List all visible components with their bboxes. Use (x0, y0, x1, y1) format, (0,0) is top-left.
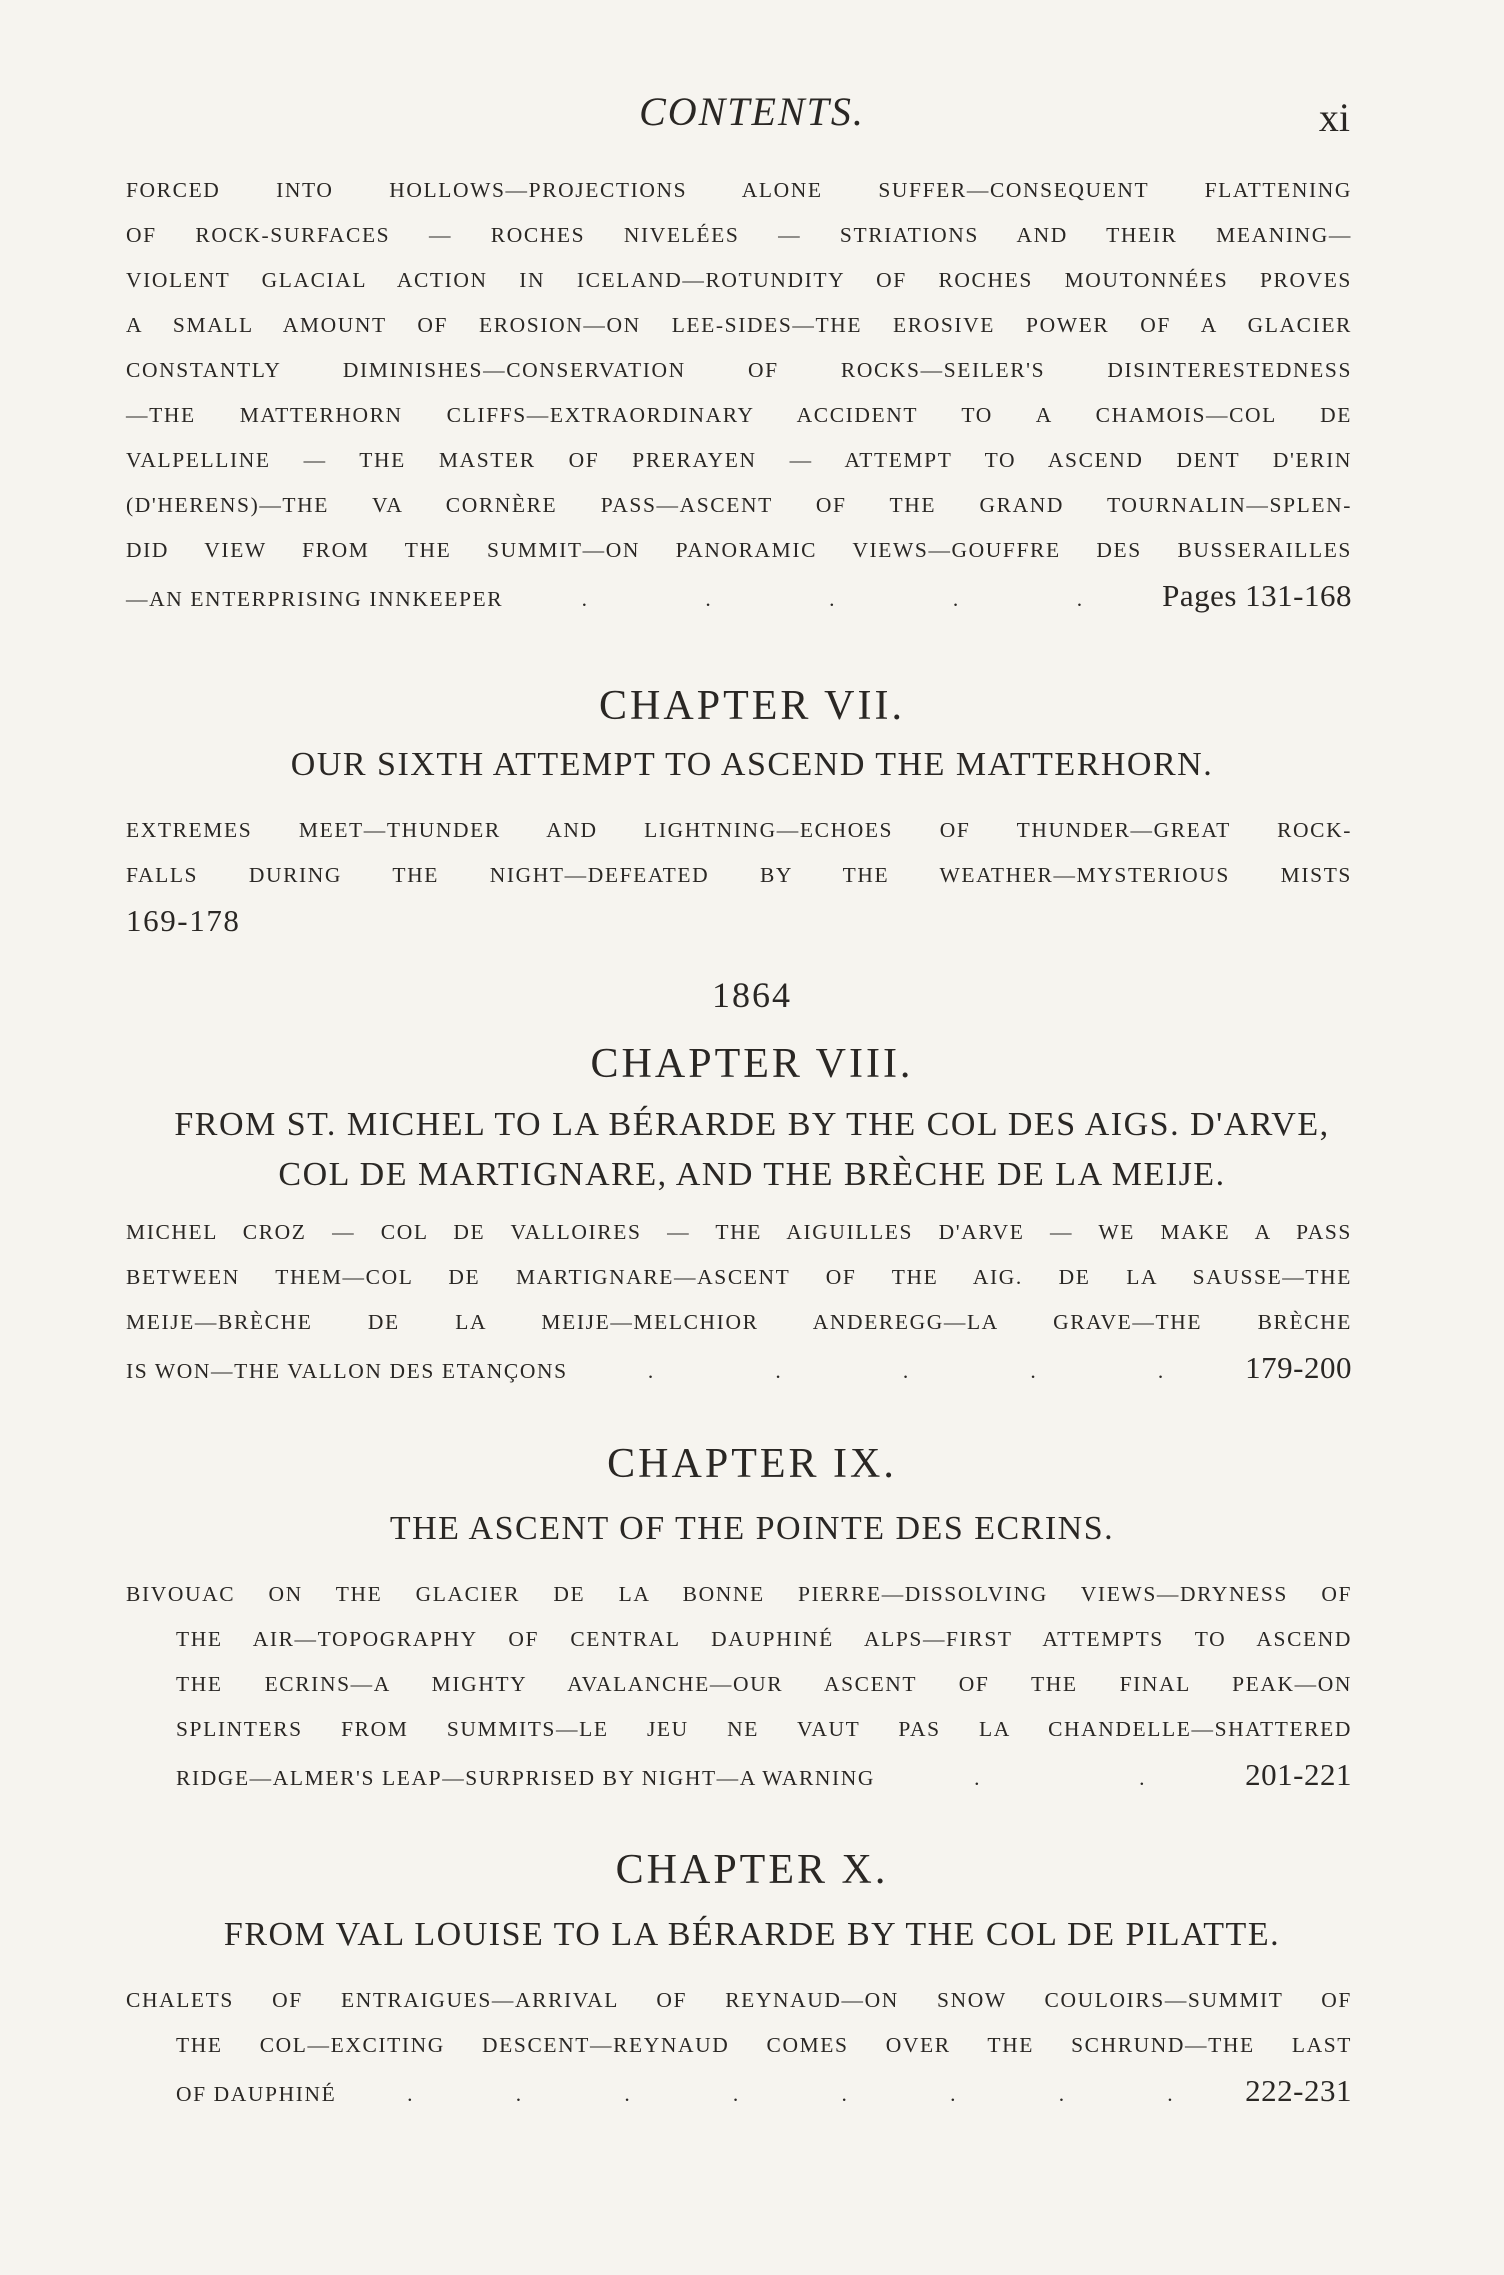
page-range: Pages 131-168 (1162, 578, 1352, 613)
summary-line: OF DAUPHINÉ (176, 2082, 337, 2106)
summary-last-line (126, 573, 1352, 622)
summary-line: THE AIR—TOPOGRAPHY OF CENTRAL DAUPHINÉ ALPS—FIRST ATTEMPTS TO ASCEND (176, 1627, 1352, 1651)
summary-line: BIVOUAC ON THE GLACIER DE LA BONNE PIERRE—DISSOLVING VIEWS—DRYNESS OF (126, 1582, 1352, 1606)
summary-line: (D'HERENS)—THE VA CORNÈRE PASS—ASCENT OF THE GRAND TOURNALIN—SPLEN- (126, 493, 1352, 517)
summary-line: THE COL—EXCITING DESCENT—REYNAUD COMES OVER THE SCHRUND—THE LAST (176, 2033, 1352, 2057)
summary-line: EXTREMES MEET—THUNDER AND LIGHTNING—ECHOES OF THUNDER—GREAT ROCK- (126, 818, 1352, 842)
summary-line: THE ECRINS—A MIGHTY AVALANCHE—OUR ASCENT OF THE FINAL PEAK—ON (176, 1672, 1352, 1696)
chapter-title: FROM VAL LOUISE TO LA BÉRARDE BY THE COL DE PILATTE. (223, 1916, 1281, 1953)
page-range: 201-221 (1245, 1757, 1352, 1792)
summary-last-line (126, 1345, 1352, 1394)
summary-line: RIDGE—ALMER'S LEAP—SURPRISED BY NIGHT—A WARNING (176, 1766, 876, 1790)
summary-line: A SMALL AMOUNT OF EROSION—ON LEE-SIDES—THE EROSIVE POWER OF A GLACIER (126, 313, 1352, 337)
chapter-heading: CHAPTER X. (615, 1847, 889, 1893)
chapter-title (0, 1100, 1504, 1200)
page-range: 222-231 (1245, 2073, 1352, 2108)
summary-line: MICHEL CROZ — COL DE VALLOIRES — THE AIGUILLES D'ARVE — WE MAKE A PASS (126, 1220, 1352, 1244)
chapter-summary (126, 1572, 1352, 1801)
summary-line: VIOLENT GLACIAL ACTION IN ICELAND—ROTUNDITY OF ROCHES MOUTONNÉES PROVES (126, 268, 1352, 292)
summary-last-line (126, 1752, 1352, 1801)
summary-line: FORCED INTO HOLLOWS—PROJECTIONS ALONE SUFFER—CONSEQUENT FLATTENING (126, 178, 1352, 202)
summary-last-line (126, 2068, 1352, 2117)
chapter-summary (126, 1210, 1352, 1394)
summary-line: VALPELLINE — THE MASTER OF PRERAYEN — ATTEMPT TO ASCEND DENT D'ERIN (126, 448, 1352, 472)
summary-line: SPLINTERS FROM SUMMITS—LE JEU NE VAUT PAS LA CHANDELLE—SHATTERED (176, 1717, 1352, 1741)
summary-line: MEIJE—BRÈCHE DE LA MEIJE—MELCHIOR ANDEREGG—LA GRAVE—THE BRÈCHE (126, 1310, 1352, 1334)
chapter-heading: CHAPTER VII. (599, 683, 905, 729)
page-range: 169-178 (126, 903, 241, 938)
page-number: xi (1318, 95, 1350, 140)
running-title: CONTENTS. (639, 89, 865, 134)
chapter-title: THE ASCENT OF THE POINTE DES ECRINS. (389, 1510, 1115, 1547)
summary-line: —AN ENTERPRISING INNKEEPER (126, 587, 504, 611)
chapter-summary (126, 1978, 1352, 2117)
leader-dots: . . (974, 1766, 1147, 1790)
summary-line: FALLS DURING THE NIGHT—DEFEATED BY THE WEATHER—MYSTERIOUS MISTS (126, 863, 1352, 887)
continued-summary (126, 168, 1352, 622)
summary-line: CHALETS OF ENTRAIGUES—ARRIVAL OF REYNAUD—ON SNOW COULOIRS—SUMMIT OF (126, 1988, 1352, 2012)
summary-line: OF ROCK-SURFACES — ROCHES NIVELÉES — STRIATIONS AND THEIR MEANING— (126, 223, 1352, 247)
summary-line: —THE MATTERHORN CLIFFS—EXTRAORDINARY ACCIDENT TO A CHAMOIS—COL DE (126, 403, 1352, 427)
page-header (0, 88, 1504, 148)
summary-line: BETWEEN THEM—COL DE MARTIGNARE—ASCENT OF THE AIG. DE LA SAUSSE—THE (126, 1265, 1352, 1289)
chapter-summary (126, 808, 1352, 943)
leader-dots: . . . . . . . . (407, 2082, 1175, 2106)
year-heading: 1864 (712, 975, 792, 1015)
summary-line: CONSTANTLY DIMINISHES—CONSERVATION OF ROCKS—SEILER'S DISINTERESTEDNESS (126, 358, 1352, 382)
leader-dots: . . . . . (581, 587, 1084, 611)
chapter-title-line: FROM ST. MICHEL TO LA BÉRARDE BY THE COL DES AIGS. D'ARVE, (174, 1106, 1330, 1143)
chapter-heading: CHAPTER IX. (607, 1441, 897, 1487)
chapter-title-line: COL DE MARTIGNARE, AND THE BRÈCHE DE LA MEIJE. (278, 1156, 1226, 1193)
chapter-title: OUR SIXTH ATTEMPT TO ASCEND THE MATTERHORN. (290, 746, 1214, 783)
page-range: 179-200 (1245, 1350, 1352, 1385)
leader-dots: . . . . . (647, 1359, 1165, 1383)
chapter-heading: CHAPTER VIII. (590, 1041, 914, 1087)
summary-line: DID VIEW FROM THE SUMMIT—ON PANORAMIC VIEWS—GOUFFRE DES BUSSERAILLES (126, 538, 1352, 562)
summary-line: IS WON—THE VALLON DES ETANÇONS (126, 1359, 568, 1383)
